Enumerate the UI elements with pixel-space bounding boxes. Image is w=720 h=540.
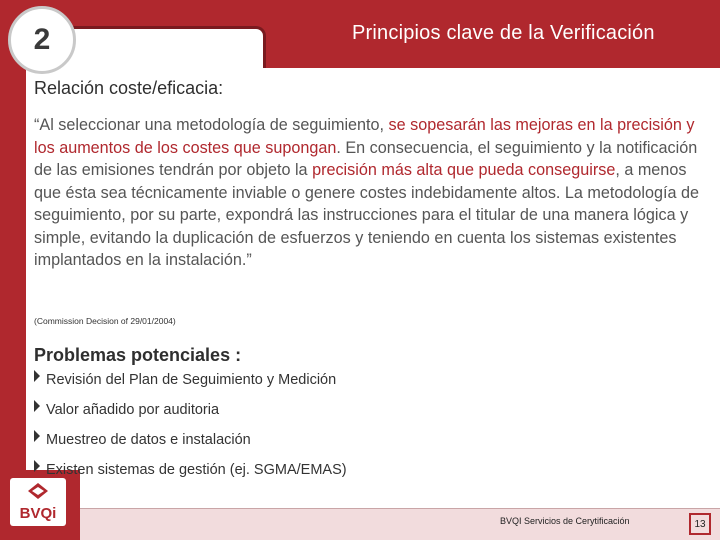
list-item: [34, 372, 336, 388]
page-number: 13: [689, 513, 711, 535]
slide-title: Principios clave de la Verificación: [352, 22, 655, 44]
list-item-label: Muestreo de datos e instalación: [46, 432, 251, 448]
bullet-triangle-icon: [34, 400, 40, 412]
bullet-triangle-icon: [34, 430, 40, 442]
list-item-label: Valor añadido por auditoria: [46, 402, 220, 418]
quote-segment: . En consecuencia, el seguimiento y la notificación de las emisiones tendrán por objeto la: [34, 138, 698, 179]
bullet-triangle-icon: [34, 370, 40, 382]
section-heading-problems: Problemas potenciales :: [34, 345, 242, 365]
quote-highlight: precisión más alta que pueda conseguirse: [312, 161, 616, 179]
list-item-label: Revisión del Plan de Seguimiento y Medición: [46, 372, 337, 388]
left-accent-strip: [0, 68, 26, 470]
list-item: [34, 462, 347, 478]
citation: (Commission Decision of 29/01/2004): [34, 316, 176, 326]
footer-company-text: BVQI Servicios de Cerytificación: [500, 516, 630, 526]
quote-segment: , a menos que ésta sea técnicamente inviable o genere costes indebidamente altos. La metodología de seguimiento, por su parte, expondrá las instrucciones para el titular de una manera lógica y simple, evitando la duplicación de esfuerzos y teniendo en cuenta los sistemas existentes implantados en la instalación.”: [34, 161, 700, 269]
list-item: [34, 402, 219, 418]
logo-text: BVQi: [19, 505, 57, 522]
regulation-quote: [34, 114, 710, 272]
footer-divider: [80, 508, 720, 509]
quote-highlight: se sopesarán las mejoras en la precisión y los aumentos de los costes que supongan: [34, 116, 695, 157]
bvqi-logo-icon: [13, 481, 63, 523]
list-item-label: Existen sistemas de gestión (ej. SGMA/EMAS): [46, 462, 347, 478]
bvqi-logo: [10, 478, 66, 526]
bullet-triangle-icon: [34, 460, 40, 472]
list-item: [34, 432, 251, 448]
section-heading-cost: Relación coste/eficacia:: [34, 78, 224, 98]
quote-segment: “Al seleccionar una metodología de seguimiento,: [34, 116, 389, 134]
section-number-badge: 2: [8, 6, 76, 74]
header-tab: [44, 26, 266, 68]
